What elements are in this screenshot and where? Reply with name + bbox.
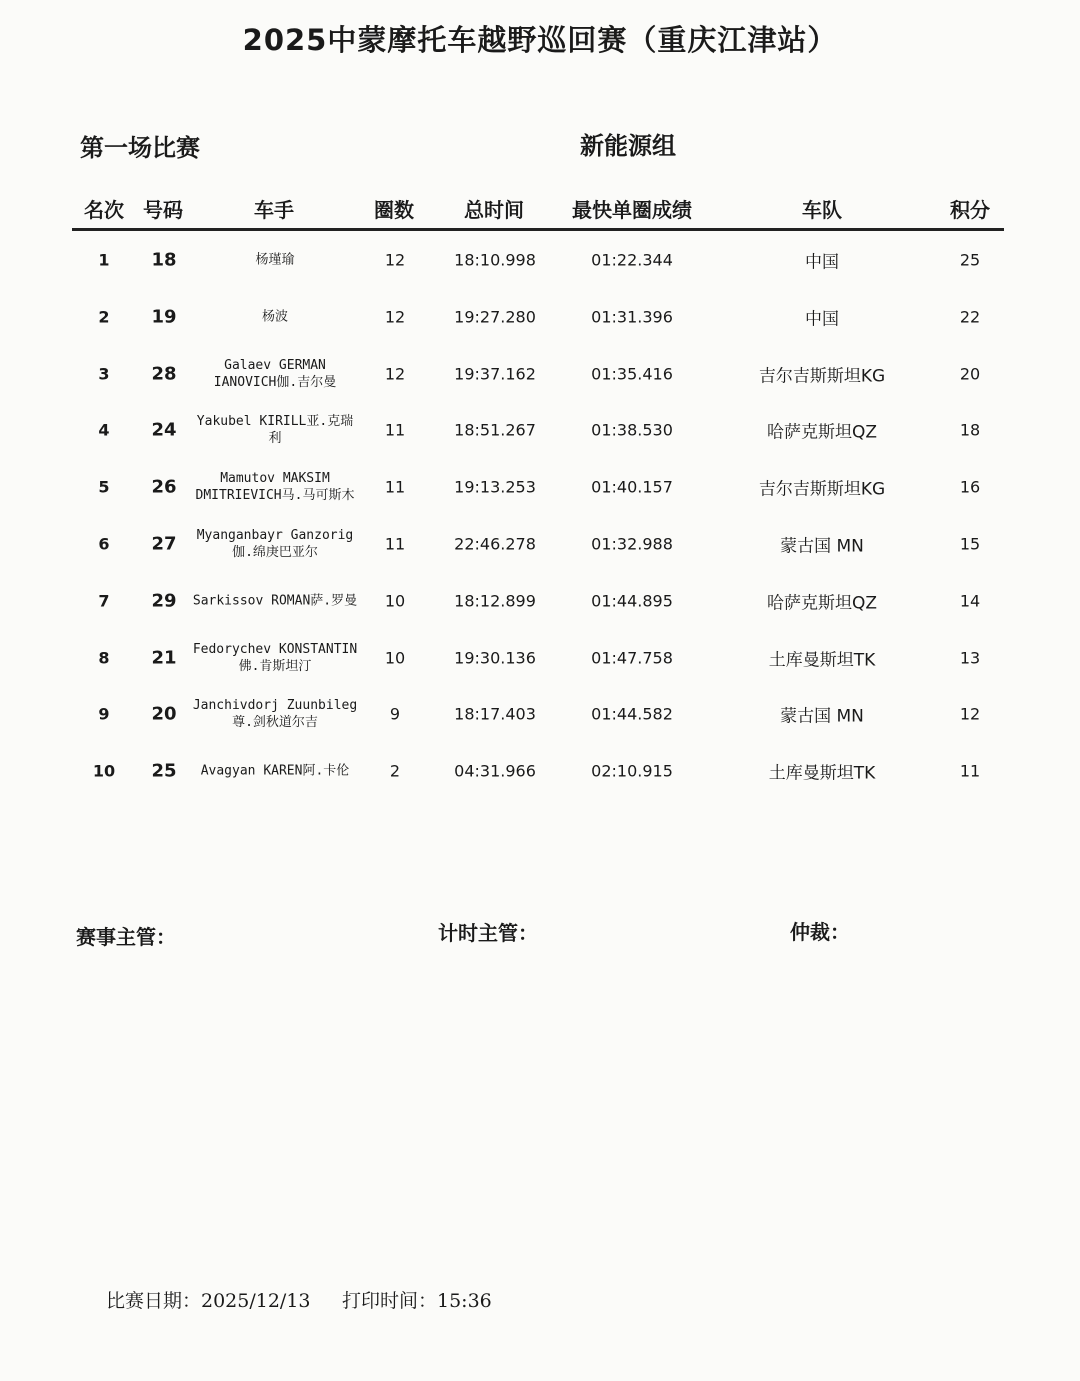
print-time: 打印时间：15:36 — [342, 1290, 492, 1312]
points-cell: 15 — [959, 534, 981, 554]
rider-cell: Myanganbayr Ganzorig 伽.绵庚巴亚尔 — [196, 528, 354, 560]
rank-cell: 5 — [98, 477, 110, 497]
rank-cell: 3 — [98, 364, 110, 384]
best-lap-cell: 01:35.416 — [591, 364, 673, 384]
best-lap-cell: 01:22.344 — [591, 250, 673, 270]
best-lap-cell: 01:38.530 — [591, 420, 673, 440]
number-cell: 18 — [151, 249, 177, 271]
best-lap-cell: 01:47.758 — [591, 648, 673, 668]
race-date: 比赛日期：2025/12/13 — [106, 1290, 311, 1312]
laps-cell: 11 — [384, 534, 406, 554]
number-cell: 27 — [151, 533, 177, 555]
best-lap-cell: 02:10.915 — [591, 761, 673, 781]
number-cell: 28 — [151, 363, 177, 385]
team-cell: 吉尔吉斯斯坦KG — [758, 479, 886, 500]
rider-cell: Galaev GERMAN IANOVICH伽.吉尔曼 — [213, 357, 337, 390]
page-title: 2025中蒙摩托车越野巡回赛（重庆江津站） — [242, 23, 838, 57]
rank-cell: 7 — [98, 591, 110, 611]
number-cell: 25 — [151, 760, 177, 782]
header-divider — [72, 228, 1004, 231]
rank-cell: 9 — [98, 704, 110, 724]
team-cell: 吉尔吉斯斯坦KG — [758, 366, 886, 387]
laps-cell: 11 — [384, 477, 406, 497]
number-cell: 20 — [151, 703, 177, 725]
laps-cell: 12 — [384, 364, 406, 384]
number-cell: 24 — [151, 419, 177, 441]
laps-cell: 10 — [384, 648, 406, 668]
timing-director-label: 计时主管： — [438, 921, 538, 945]
number-cell: 19 — [151, 306, 177, 328]
team-cell: 中国 — [805, 309, 839, 330]
header-best-lap: 最快单圈成绩 — [572, 198, 692, 222]
team-cell: 哈萨克斯坦QZ — [766, 422, 878, 443]
header-rank: 名次 — [84, 198, 124, 222]
points-cell: 14 — [959, 591, 981, 611]
total-time-cell: 19:37.162 — [454, 364, 536, 384]
header-laps: 圈数 — [374, 198, 414, 222]
total-time-cell: 19:13.253 — [454, 477, 536, 497]
laps-cell: 12 — [384, 307, 406, 327]
header-rider: 车手 — [254, 198, 294, 222]
rank-cell: 4 — [98, 420, 110, 440]
laps-cell: 2 — [389, 761, 401, 781]
rank-cell: 10 — [92, 761, 116, 781]
total-time-cell: 19:27.280 — [454, 307, 536, 327]
total-time-cell: 22:46.278 — [454, 534, 536, 554]
header-number: 号码 — [143, 198, 183, 222]
rider-cell: Sarkissov ROMAN萨.罗曼 — [192, 593, 358, 609]
best-lap-cell: 01:44.582 — [591, 704, 673, 724]
points-cell: 18 — [959, 420, 981, 440]
number-cell: 29 — [151, 590, 177, 612]
team-cell: 土库曼斯坦TK — [768, 650, 876, 671]
points-cell: 22 — [959, 307, 981, 327]
rider-cell: Yakubel KIRILL亚.克瑞利 — [196, 414, 354, 447]
header-points: 积分 — [950, 198, 990, 222]
team-cell: 哈萨克斯坦QZ — [766, 593, 878, 614]
total-time-cell: 18:51.267 — [454, 420, 536, 440]
points-cell: 11 — [959, 761, 981, 781]
team-cell: 土库曼斯坦TK — [768, 763, 876, 784]
points-cell: 12 — [959, 704, 981, 724]
referee-label: 仲裁： — [790, 920, 850, 944]
rank-cell: 1 — [98, 250, 110, 270]
rider-cell: Fedorychev KONSTANTIN 佛.肯斯坦汀 — [192, 641, 358, 674]
number-cell: 26 — [151, 476, 177, 498]
points-cell: 25 — [959, 250, 981, 270]
rider-cell: 杨瑾瑜 — [255, 252, 295, 268]
rider-cell: Avagyan KAREN阿.卡伦 — [200, 763, 350, 779]
total-time-cell: 18:12.899 — [454, 591, 536, 611]
laps-cell: 10 — [384, 591, 406, 611]
total-time-cell: 18:17.403 — [454, 704, 536, 724]
best-lap-cell: 01:44.895 — [591, 591, 673, 611]
best-lap-cell: 01:31.396 — [591, 307, 673, 327]
total-time-cell: 19:30.136 — [454, 648, 536, 668]
total-time-cell: 18:10.998 — [454, 250, 536, 270]
best-lap-cell: 01:40.157 — [591, 477, 673, 497]
group-name: 新能源组 — [580, 132, 676, 160]
laps-cell: 9 — [389, 704, 401, 724]
rider-cell: Mamutov MAKSIM DMITRIEVICH马.马可斯木 — [195, 471, 355, 504]
team-cell: 中国 — [805, 252, 839, 273]
rider-cell: 杨波 — [261, 309, 288, 325]
rank-cell: 8 — [98, 648, 110, 668]
header-team: 车队 — [802, 198, 842, 222]
laps-cell: 11 — [384, 420, 406, 440]
rank-cell: 6 — [98, 534, 110, 554]
laps-cell: 12 — [384, 250, 406, 270]
total-time-cell: 04:31.966 — [454, 761, 536, 781]
points-cell: 16 — [959, 477, 981, 497]
rank-cell: 2 — [98, 307, 110, 327]
best-lap-cell: 01:32.988 — [591, 534, 673, 554]
rider-cell: Janchivdorj Zuunbileg 尊.剑秋道尔吉 — [192, 698, 358, 731]
number-cell: 21 — [151, 647, 177, 669]
points-cell: 20 — [959, 364, 981, 384]
team-cell: 蒙古国 MN — [780, 706, 864, 727]
team-cell: 蒙古国 MN — [780, 536, 864, 557]
points-cell: 13 — [959, 648, 981, 668]
race-name: 第一场比赛 — [80, 134, 200, 162]
header-total-time: 总时间 — [464, 198, 524, 222]
race-director-label: 赛事主管： — [76, 925, 176, 949]
